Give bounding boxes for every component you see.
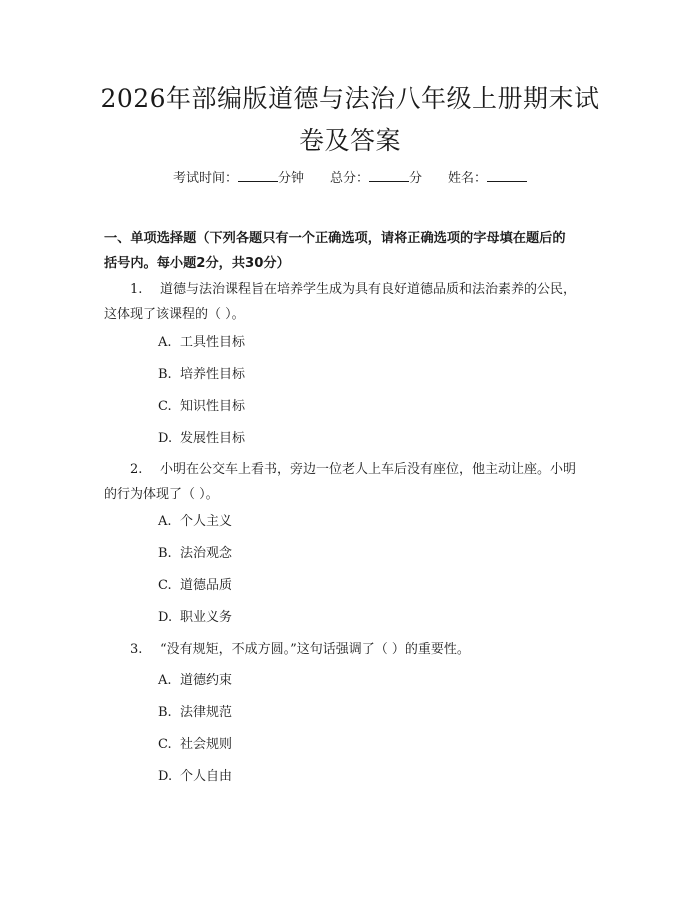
exam-title-line-2: 卷及答案 <box>298 126 401 155</box>
student-name-label: 姓名： <box>448 171 488 186</box>
question-1-option-d <box>158 429 245 449</box>
question-2-option-d <box>158 608 232 628</box>
option-letter: C. <box>158 578 172 593</box>
question-3-option-d <box>158 767 232 787</box>
exam-info-line <box>0 168 700 189</box>
option-letter: A. <box>158 514 172 529</box>
question-3-option-c <box>158 735 232 755</box>
option-letter: C. <box>158 399 172 414</box>
question-text-line-2: 的行为体现了（ ）。 <box>104 487 219 502</box>
question-1-option-c <box>158 397 245 417</box>
option-letter: A. <box>158 335 172 350</box>
exam-time-label: 考试时间： <box>172 171 238 186</box>
question-2 <box>104 457 604 507</box>
question-2-option-c <box>158 576 232 596</box>
option-letter: B. <box>158 705 172 720</box>
section-heading-line-1: 一、单项选择题（下列各题只有一个正确选项，请将正确选项的字母填在题后的 <box>104 231 566 246</box>
question-3 <box>104 637 604 662</box>
total-score-unit: 分 <box>409 171 423 186</box>
section-heading <box>104 226 604 276</box>
question-text-line-2: 这体现了该课程的（ ）。 <box>104 307 245 322</box>
question-text-line-1: 道德与法治课程旨在培养学生成为具有良好道德品质和法治素养的公民， <box>160 282 577 297</box>
question-number: 1. <box>130 282 143 297</box>
exam-time-unit: 分钟 <box>277 171 304 186</box>
option-text: 个人主义 <box>180 514 233 529</box>
exam-title-line-1: 2026年部编版道德与法治八年级上册期末试 <box>100 84 600 113</box>
option-text: 法治观念 <box>180 546 233 561</box>
question-text-line-1: 小明在公交车上看书，旁边一位老人上车后没有座位，他主动让座。小明 <box>160 462 577 477</box>
option-letter: A. <box>158 673 172 688</box>
option-text: 职业义务 <box>180 610 233 625</box>
option-text: 社会规则 <box>180 737 233 752</box>
question-1 <box>104 277 604 327</box>
option-letter: B. <box>158 367 172 382</box>
question-1-option-b <box>158 365 245 385</box>
option-letter: D. <box>158 431 173 446</box>
question-text-line-1: “没有规矩，不成方圆。”这句话强调了（ ）的重要性。 <box>160 642 470 657</box>
option-text: 个人自由 <box>180 769 233 784</box>
exam-title <box>0 78 700 162</box>
question-1-option-a <box>158 333 245 353</box>
option-text: 道德约束 <box>180 673 233 688</box>
question-3-option-a <box>158 671 232 691</box>
total-score-blank <box>369 168 409 182</box>
option-text: 工具性目标 <box>180 335 246 350</box>
exam-time-blank <box>238 168 278 182</box>
option-text: 道德品质 <box>180 578 233 593</box>
question-number: 2. <box>130 462 143 477</box>
option-text: 知识性目标 <box>180 399 246 414</box>
option-letter: B. <box>158 546 172 561</box>
option-letter: D. <box>158 769 173 784</box>
question-3-option-b <box>158 703 232 723</box>
question-2-option-b <box>158 544 232 564</box>
question-number: 3. <box>130 642 143 657</box>
option-letter: C. <box>158 737 172 752</box>
student-name-blank <box>487 168 527 182</box>
option-text: 培养性目标 <box>180 367 246 382</box>
option-text: 法律规范 <box>180 705 233 720</box>
total-score-label: 总分： <box>329 171 369 186</box>
option-text: 发展性目标 <box>180 431 246 446</box>
option-letter: D. <box>158 610 173 625</box>
section-heading-line-2: 括号内。每小题2分，共30分） <box>104 256 290 271</box>
question-2-option-a <box>158 512 232 532</box>
